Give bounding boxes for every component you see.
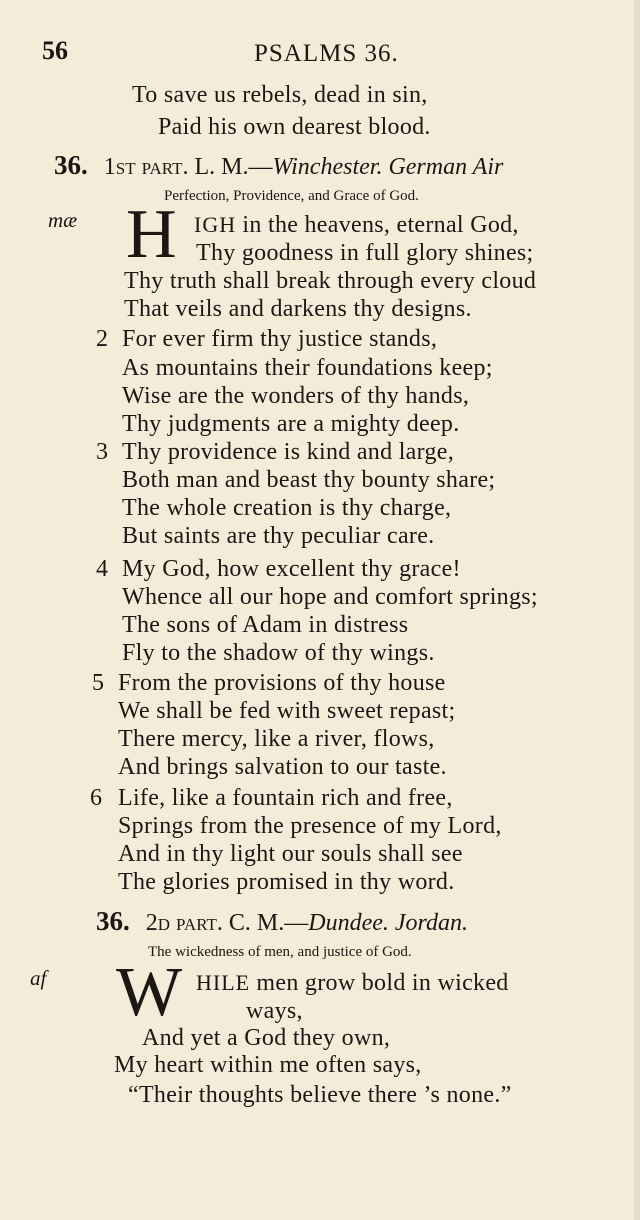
hymn-1-line: That veils and darkens thy designs. xyxy=(124,296,472,322)
hymn-2-part: 2d part. xyxy=(145,910,223,936)
continuation-line-1: To save us rebels, dead in sin, xyxy=(132,82,428,108)
stanza-line: We shall be fed with sweet repast; xyxy=(118,698,456,724)
verse-number: 2 xyxy=(96,326,108,352)
stanza-line: From the provisions of thy house xyxy=(118,670,446,696)
hymn-1-first-line: IGH in the heavens, eternal God, xyxy=(194,212,519,238)
stanza-line: Thy providence is kind and large, xyxy=(122,439,455,465)
stanza-line: There mercy, like a river, flows, xyxy=(118,726,435,752)
stanza-line: As mountains their foundations keep; xyxy=(122,355,493,381)
stanza-line: My God, how excellent thy grace! xyxy=(122,556,461,582)
stanza-line: Springs from the presence of my Lord, xyxy=(118,813,502,839)
hymn-2-line: “Their thoughts believe there ’s none.” xyxy=(128,1082,512,1108)
hymn-2-first-line: HILE men grow bold in wicked xyxy=(196,970,509,996)
stanza-line: Both man and beast thy bounty share; xyxy=(122,467,496,493)
hymn-1-tunes: Winchester. German Air xyxy=(272,154,504,180)
stanza-line: Fly to the shadow of thy wings. xyxy=(122,640,435,666)
stanza-line: Wise are the wonders of thy hands, xyxy=(122,383,470,409)
hymn-2-line: And yet a God they own, xyxy=(142,1025,391,1051)
stanza-line: The whole creation is thy charge, xyxy=(122,495,452,521)
hymn-1-subtitle: Perfection, Providence, and Grace of God. xyxy=(164,188,419,204)
hymn-2-tunes: Dundee. Jordan. xyxy=(308,910,469,936)
hymn-1-heading xyxy=(54,150,503,181)
running-title: PSALMS 36. xyxy=(254,40,399,67)
stanza-line: And in thy light our souls shall see xyxy=(118,841,463,867)
stanza-line: Whence all our hope and comfort springs; xyxy=(122,584,538,610)
hymn-1-margin-mark: mæ xyxy=(48,208,78,232)
verse-number: 3 xyxy=(96,439,108,465)
stanza-line: For ever firm thy justice stands, xyxy=(122,326,438,352)
hymn-2-meter: C. M.— xyxy=(228,910,309,936)
stanza-line: The sons of Adam in distress xyxy=(122,612,409,638)
page-edge xyxy=(634,0,640,1220)
stanza-line: Thy judgments are a mighty deep. xyxy=(122,411,460,437)
hymn-2-subtitle: The wickedness of men, and justice of God. xyxy=(148,944,412,960)
hymn-2-margin-mark: af xyxy=(30,966,47,990)
verse-number: 5 xyxy=(92,670,104,696)
stanza-line: The glories promised in thy word. xyxy=(118,869,455,895)
continuation-line-2: Paid his own dearest blood. xyxy=(158,114,431,140)
verse-number: 6 xyxy=(90,785,102,811)
hymn-2-number: 36. xyxy=(96,906,130,936)
hymn-2-line: My heart within me often says, xyxy=(114,1052,422,1078)
verse-number: 4 xyxy=(96,556,108,582)
hymn-1-drop-cap: H xyxy=(126,196,177,273)
hymn-1-number: 36. xyxy=(54,150,88,180)
hymn-2-line: ways, xyxy=(246,998,303,1024)
hymn-2-heading xyxy=(96,906,468,937)
stanza-line: And brings salvation to our taste. xyxy=(118,754,447,780)
stanza-line: But saints are thy peculiar care. xyxy=(122,523,435,549)
page-number: 56 xyxy=(42,36,68,65)
hymn-2-drop-cap: W xyxy=(116,954,183,1031)
hymn-1-meter: L. M.— xyxy=(194,154,273,180)
hymn-1-part: 1st part. xyxy=(103,154,189,180)
stanza-line: Life, like a fountain rich and free, xyxy=(118,785,453,811)
hymn-1-line: Thy truth shall break through every cloud xyxy=(124,268,537,294)
hymn-1-line: Thy goodness in full glory shines; xyxy=(196,240,534,266)
